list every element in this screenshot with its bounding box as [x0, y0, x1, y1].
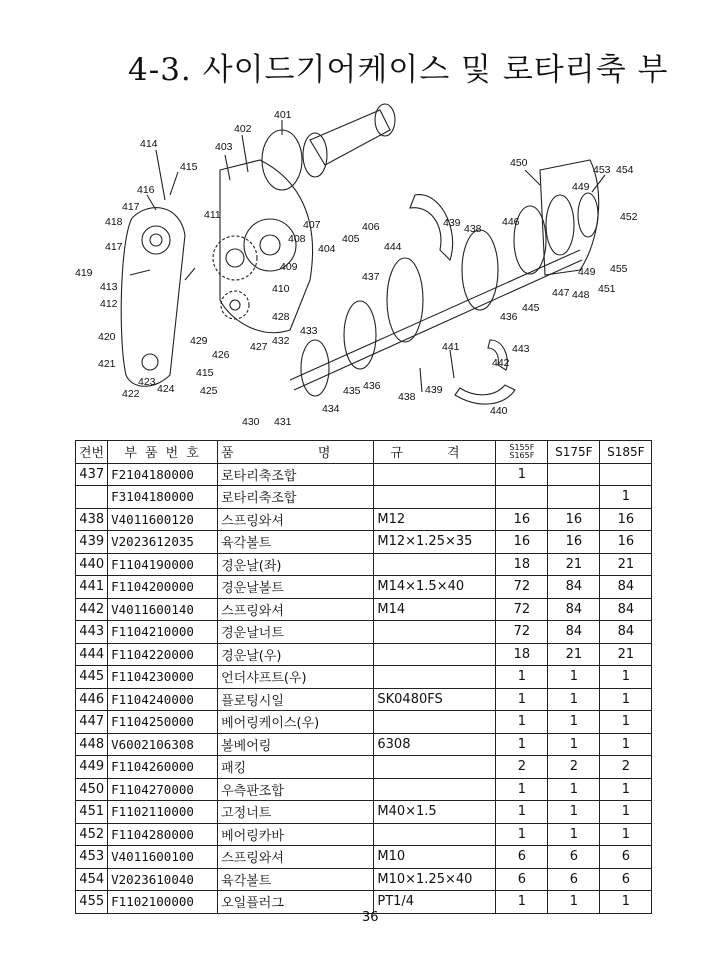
- table-header-row: [76, 441, 652, 464]
- callout-426: 426: [212, 349, 230, 361]
- qty-s185-cell: 1: [600, 801, 652, 824]
- qty-s185-cell: 21: [600, 643, 652, 666]
- ref-cell: 449: [76, 756, 108, 779]
- name-cell: 스프링와셔: [218, 508, 374, 531]
- qty-s155-s165-cell: 18: [496, 553, 548, 576]
- qty-s175-cell: 6: [548, 846, 600, 869]
- callout-420: 420: [98, 331, 116, 343]
- callout-419: 419: [75, 267, 93, 279]
- spec-cell: [374, 643, 496, 666]
- qty-s185-cell: 16: [600, 531, 652, 554]
- callout-431: 431: [274, 416, 292, 428]
- qty-s185-cell: 2: [600, 756, 652, 779]
- table-row: [76, 463, 652, 486]
- qty-s175-cell: [548, 463, 600, 486]
- part-no-cell: V4011600100: [108, 846, 218, 869]
- ref-cell: 443: [76, 621, 108, 644]
- table-row: [76, 868, 652, 891]
- qty-s185-cell: 16: [600, 508, 652, 531]
- callout-436b: 436: [500, 311, 518, 323]
- part-no-cell: F1104270000: [108, 778, 218, 801]
- spec-cell: M14×1.5×40: [374, 576, 496, 599]
- qty-s185-cell: 84: [600, 576, 652, 599]
- part-no-cell: F3104180000: [108, 486, 218, 509]
- name-cell: 스프링와셔: [218, 846, 374, 869]
- name-cell: 육각볼트: [218, 531, 374, 554]
- name-cell: 베어링카바: [218, 823, 374, 846]
- qty-s155-s165-cell: 72: [496, 598, 548, 621]
- callout-444: 444: [384, 241, 402, 253]
- part-no-cell: F1104190000: [108, 553, 218, 576]
- qty-s175-cell: 21: [548, 643, 600, 666]
- callout-406: 406: [362, 221, 380, 233]
- header-s165: S165F: [509, 450, 535, 460]
- table-row: [76, 688, 652, 711]
- callout-424: 424: [157, 383, 175, 395]
- qty-s175-cell: 1: [548, 801, 600, 824]
- ref-cell: 441: [76, 576, 108, 599]
- callout-401: 401: [274, 109, 292, 121]
- callout-440: 440: [490, 405, 508, 417]
- callout-422: 422: [122, 388, 140, 400]
- qty-s155-s165-cell: 2: [496, 756, 548, 779]
- qty-s185-cell: 1: [600, 666, 652, 689]
- callout-415b: 415: [196, 367, 214, 379]
- qty-s175-cell: 84: [548, 621, 600, 644]
- qty-s175-cell: 84: [548, 598, 600, 621]
- part-no-cell: V4011600120: [108, 508, 218, 531]
- callout-438: 438: [398, 391, 416, 403]
- callout-408: 408: [288, 233, 306, 245]
- part-no-cell: V6002106308: [108, 733, 218, 756]
- qty-s155-s165-cell: 16: [496, 531, 548, 554]
- qty-s155-s165-cell: 1: [496, 733, 548, 756]
- callout-446: 446: [502, 216, 520, 228]
- qty-s185-cell: [600, 463, 652, 486]
- callout-441: 441: [442, 341, 460, 353]
- name-cell: 경운날볼트: [218, 576, 374, 599]
- part-no-cell: F1104260000: [108, 756, 218, 779]
- spec-cell: M14: [374, 598, 496, 621]
- ref-cell: 451: [76, 801, 108, 824]
- callout-404: 404: [318, 243, 336, 255]
- ref-cell: 454: [76, 868, 108, 891]
- qty-s185-cell: 1: [600, 823, 652, 846]
- callout-428: 428: [272, 311, 290, 323]
- callout-409: 409: [280, 261, 298, 273]
- spec-cell: M40×1.5: [374, 801, 496, 824]
- callout-437: 437: [362, 271, 380, 283]
- qty-s185-cell: 6: [600, 868, 652, 891]
- ref-cell: [76, 486, 108, 509]
- header-s175: S175F: [548, 441, 600, 464]
- name-cell: 베어링케이스(우): [218, 711, 374, 734]
- callout-430: 430: [242, 416, 260, 428]
- qty-s185-cell: 6: [600, 846, 652, 869]
- ref-cell: 447: [76, 711, 108, 734]
- qty-s175-cell: 16: [548, 531, 600, 554]
- callout-415: 415: [180, 161, 198, 173]
- callout-414: 414: [140, 138, 158, 150]
- callout-438b: 438: [464, 223, 482, 235]
- table-row: [76, 576, 652, 599]
- qty-s155-s165-cell: 1: [496, 463, 548, 486]
- name-cell: 오일플러그: [218, 891, 374, 914]
- part-no-cell: F1104250000: [108, 711, 218, 734]
- ref-cell: 440: [76, 553, 108, 576]
- header-s185: S185F: [600, 441, 652, 464]
- name-cell: 패킹: [218, 756, 374, 779]
- callout-413: 413: [100, 281, 118, 293]
- callout-421: 421: [98, 358, 116, 370]
- qty-s185-cell: 21: [600, 553, 652, 576]
- ref-cell: 445: [76, 666, 108, 689]
- qty-s175-cell: 1: [548, 733, 600, 756]
- ref-cell: 438: [76, 508, 108, 531]
- qty-s175-cell: 1: [548, 823, 600, 846]
- qty-s175-cell: 2: [548, 756, 600, 779]
- part-no-cell: V2023610040: [108, 868, 218, 891]
- part-no-cell: F1104200000: [108, 576, 218, 599]
- callout-452: 452: [620, 211, 638, 223]
- spec-cell: [374, 778, 496, 801]
- qty-s155-s165-cell: 6: [496, 868, 548, 891]
- qty-s175-cell: 1: [548, 891, 600, 914]
- callout-455: 455: [610, 263, 628, 275]
- callout-407: 407: [303, 219, 321, 231]
- callout-417: 417: [122, 201, 140, 213]
- name-cell: 플로팅시일: [218, 688, 374, 711]
- name-cell: 스프링와셔: [218, 598, 374, 621]
- ref-cell: 446: [76, 688, 108, 711]
- table-row: [76, 846, 652, 869]
- callout-423: 423: [138, 376, 156, 388]
- qty-s155-s165-cell: 1: [496, 823, 548, 846]
- callout-425: 425: [200, 385, 218, 397]
- qty-s155-s165-cell: 1: [496, 801, 548, 824]
- header-name: 품 명: [218, 441, 374, 464]
- table-row: [76, 733, 652, 756]
- callout-453: 453: [593, 164, 611, 176]
- part-no-cell: F1104280000: [108, 823, 218, 846]
- callout-435: 435: [343, 385, 361, 397]
- qty-s155-s165-cell: 1: [496, 666, 548, 689]
- spec-cell: [374, 756, 496, 779]
- ref-cell: 452: [76, 823, 108, 846]
- qty-s175-cell: 84: [548, 576, 600, 599]
- ref-cell: 453: [76, 846, 108, 869]
- qty-s155-s165-cell: 72: [496, 621, 548, 644]
- qty-s155-s165-cell: 1: [496, 711, 548, 734]
- ref-cell: 439: [76, 531, 108, 554]
- callout-454: 454: [616, 164, 634, 176]
- ref-cell: 455: [76, 891, 108, 914]
- qty-s175-cell: 1: [548, 666, 600, 689]
- table-row: [76, 621, 652, 644]
- name-cell: 경운날(좌): [218, 553, 374, 576]
- spec-cell: [374, 621, 496, 644]
- page-title: 4-3. 사이드기어케이스 및 로타리축 부: [128, 52, 669, 88]
- callout-439b: 439: [443, 217, 461, 229]
- header-s155-s165: [496, 441, 548, 464]
- callout-451: 451: [598, 283, 616, 295]
- callout-445: 445: [522, 302, 540, 314]
- name-cell: 볼베어링: [218, 733, 374, 756]
- header-ref: 견번: [76, 441, 108, 464]
- table-row: [76, 643, 652, 666]
- callout-411: 411: [204, 209, 221, 221]
- page-number: 36: [362, 910, 379, 925]
- name-cell: 우측판조합: [218, 778, 374, 801]
- name-cell: 경운날(우): [218, 643, 374, 666]
- table-row: [76, 508, 652, 531]
- qty-s185-cell: 1: [600, 891, 652, 914]
- qty-s155-s165-cell: 72: [496, 576, 548, 599]
- spec-cell: [374, 486, 496, 509]
- callout-439: 439: [425, 384, 443, 396]
- callout-410: 410: [272, 283, 290, 295]
- part-no-cell: F1102110000: [108, 801, 218, 824]
- table-row: [76, 666, 652, 689]
- spec-cell: M10: [374, 846, 496, 869]
- qty-s185-cell: 1: [600, 486, 652, 509]
- spec-cell: [374, 823, 496, 846]
- callout-427: 427: [250, 341, 268, 353]
- spec-cell: [374, 553, 496, 576]
- table-row: [76, 553, 652, 576]
- name-cell: 언더샤프트(우): [218, 666, 374, 689]
- qty-s185-cell: 84: [600, 598, 652, 621]
- table-row: [76, 801, 652, 824]
- qty-s155-s165-cell: 6: [496, 846, 548, 869]
- name-cell: 로타리축조합: [218, 486, 374, 509]
- part-no-cell: F1104220000: [108, 643, 218, 666]
- spec-cell: M12×1.25×35: [374, 531, 496, 554]
- qty-s185-cell: 1: [600, 733, 652, 756]
- qty-s155-s165-cell: 1: [496, 891, 548, 914]
- qty-s155-s165-cell: 1: [496, 778, 548, 801]
- name-cell: 경운날너트: [218, 621, 374, 644]
- spec-cell: [374, 463, 496, 486]
- callout-436: 436: [363, 380, 381, 392]
- qty-s175-cell: 1: [548, 688, 600, 711]
- qty-s185-cell: 84: [600, 621, 652, 644]
- callout-416: 416: [137, 184, 155, 196]
- table-row: [76, 756, 652, 779]
- callout-429: 429: [190, 335, 208, 347]
- qty-s175-cell: 6: [548, 868, 600, 891]
- qty-s175-cell: 1: [548, 711, 600, 734]
- part-no-cell: F1104240000: [108, 688, 218, 711]
- qty-s175-cell: [548, 486, 600, 509]
- part-no-cell: F2104180000: [108, 463, 218, 486]
- spec-cell: PT1/4: [374, 891, 496, 914]
- qty-s155-s165-cell: [496, 486, 548, 509]
- spec-cell: M12: [374, 508, 496, 531]
- part-no-cell: V4011600140: [108, 598, 218, 621]
- callout-449b: 449: [578, 266, 596, 278]
- header-spec: 규 격: [374, 441, 496, 464]
- header-part-no: 부 품 번 호: [108, 441, 218, 464]
- callout-417b: 417: [105, 241, 123, 253]
- callout-433: 433: [300, 325, 318, 337]
- qty-s175-cell: 1: [548, 778, 600, 801]
- table-row: [76, 711, 652, 734]
- qty-s185-cell: 1: [600, 778, 652, 801]
- spec-cell: [374, 666, 496, 689]
- callout-449: 449: [572, 181, 590, 193]
- table-row: [76, 823, 652, 846]
- table-row: [76, 486, 652, 509]
- exploded-parts-diagram: [60, 100, 660, 435]
- qty-s175-cell: 16: [548, 508, 600, 531]
- callout-447: 447: [552, 287, 570, 299]
- part-no-cell: F1104230000: [108, 666, 218, 689]
- ref-cell: 437: [76, 463, 108, 486]
- ref-cell: 442: [76, 598, 108, 621]
- ref-cell: 450: [76, 778, 108, 801]
- callout-405: 405: [342, 233, 360, 245]
- qty-s155-s165-cell: 18: [496, 643, 548, 666]
- callout-434: 434: [322, 403, 340, 415]
- qty-s185-cell: 1: [600, 688, 652, 711]
- callout-418: 418: [105, 216, 123, 228]
- spec-cell: M10×1.25×40: [374, 868, 496, 891]
- table-row: [76, 531, 652, 554]
- part-no-cell: V2023612035: [108, 531, 218, 554]
- spec-cell: [374, 711, 496, 734]
- callout-450: 450: [510, 157, 528, 169]
- qty-s185-cell: 1: [600, 711, 652, 734]
- callout-448: 448: [572, 289, 590, 301]
- table-row: [76, 598, 652, 621]
- name-cell: 육각볼트: [218, 868, 374, 891]
- part-no-cell: F1102100000: [108, 891, 218, 914]
- callout-442: 442: [492, 357, 510, 369]
- name-cell: 고정너트: [218, 801, 374, 824]
- spec-cell: SK0480FS: [374, 688, 496, 711]
- parts-table: [75, 440, 652, 914]
- qty-s155-s165-cell: 1: [496, 688, 548, 711]
- callout-403: 403: [215, 141, 233, 153]
- callout-402: 402: [234, 123, 252, 135]
- part-no-cell: F1104210000: [108, 621, 218, 644]
- qty-s175-cell: 21: [548, 553, 600, 576]
- header-s155: S155F: [509, 442, 535, 452]
- table-row: [76, 778, 652, 801]
- callout-412: 412: [100, 298, 118, 310]
- qty-s155-s165-cell: 16: [496, 508, 548, 531]
- callout-432: 432: [272, 335, 290, 347]
- callout-443: 443: [512, 343, 530, 355]
- ref-cell: 448: [76, 733, 108, 756]
- spec-cell: 6308: [374, 733, 496, 756]
- ref-cell: 444: [76, 643, 108, 666]
- name-cell: 로타리축조합: [218, 463, 374, 486]
